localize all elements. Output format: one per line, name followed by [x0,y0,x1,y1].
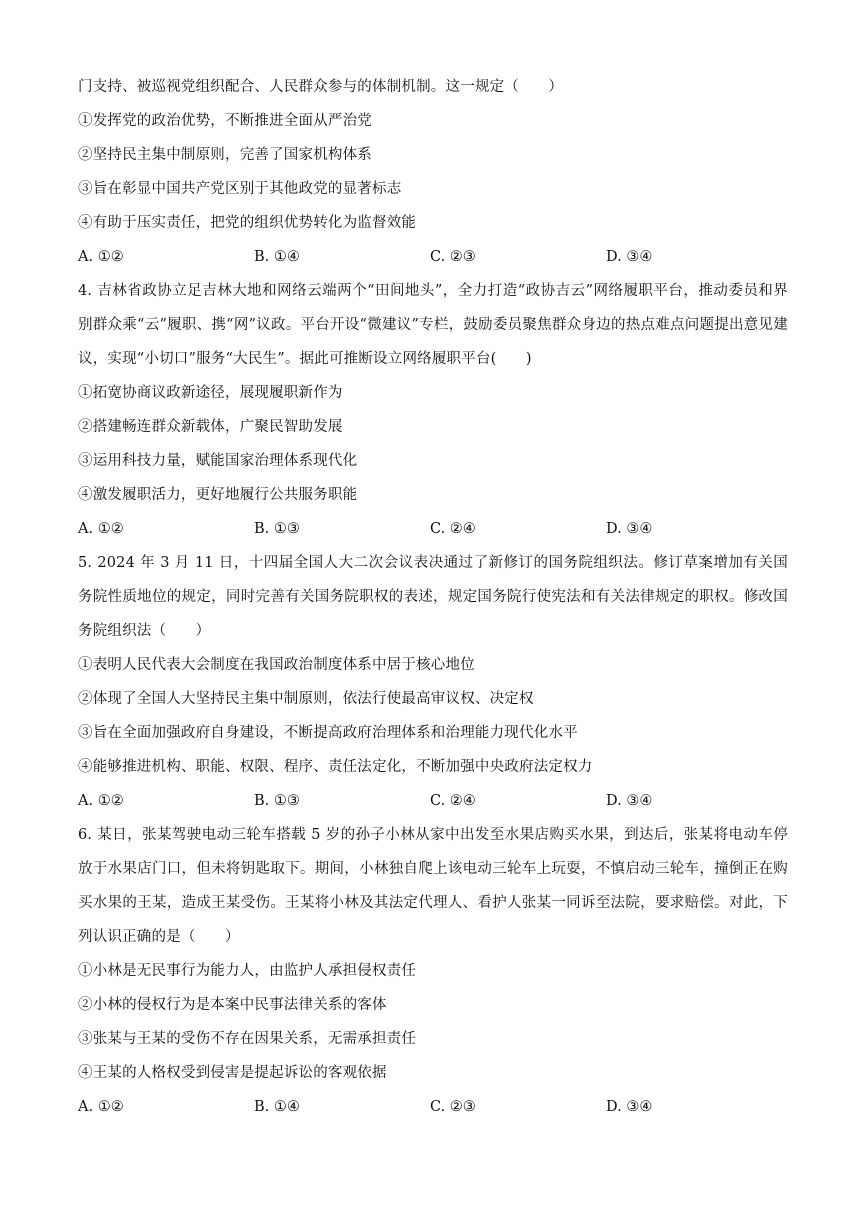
q3-option-4: ④有助于压实责任，把党的组织优势转化为监督效能 [78,215,417,231]
q5-choice-a: A. ①② [78,793,124,809]
q4-option-1: ①拓宽协商议政新途径，展现履职新作为 [78,385,343,401]
q5-option-1: ①表明人民代表大会制度在我国政治制度体系中居于核心地位 [78,657,475,673]
q6-choice-a: A. ①② [78,1099,124,1115]
q5-option-2: ②体现了全国人大坚持民主集中制原则，依法行使最高审议权、决定权 [78,691,534,707]
q5-option-4: ④能够推进机构、职能、权限、程序、责任法定化，不断加强中央政府法定权力 [78,759,593,775]
q4-choice-d: D. ③④ [606,521,653,537]
exam-page [78,70,788,1124]
q6-option-1: ①小林是无民事行为能力人，由监护人承担侵权责任 [78,963,417,979]
q6-option-3: ③张某与王某的受伤不存在因果关系，无需承担责任 [78,1031,417,1047]
q3-option-2: ②坚持民主集中制原则，完善了国家机构体系 [78,147,372,163]
q4-choice-c: C. ②④ [430,521,476,537]
q6-option-2: ②小林的侵权行为是本案中民事法律关系的客体 [78,997,387,1013]
q4-option-3: ③运用科技力量，赋能国家治理体系现代化 [78,453,358,469]
q6-choice-c: C. ②③ [430,1099,476,1115]
q6-choice-b: B. ①④ [254,1099,300,1115]
q5-stem: 5. 2024 年 3 月 11 日，十四届全国人大二次会议表决通过了新修订的国务院组织法。修订草案增加有关国务院性质地位的规定，同时完善有关国务院职权的表述，规定国务院行使宪法和有关法律规定的职权。修改国务院组织法（ ） [78,555,788,639]
q6-option-4: ④王某的人格权受到侵害是提起诉讼的客观依据 [78,1065,387,1081]
q3-choice-a: A. ①② [78,249,124,265]
q3-option-3: ③旨在彰显中国共产党区别于其他政党的显著标志 [78,181,402,197]
q4-option-4: ④激发履职活力，更好地履行公共服务职能 [78,487,358,503]
q4-choice-b: B. ①③ [254,521,300,537]
q4-stem: 4. 吉林省政协立足吉林大地和网络云端两个“田间地头”，全力打造“政协吉云”网络履职平台，推动委员和界别群众乘“云”履职、携“网”议政。平台开设“微建议”专栏，鼓励委员聚焦群众身边的热点难点问题提出意见建议，实现“小切口”服务“大民生”。据此可推断设立网络履职平台( ) [78,283,788,367]
q6-stem: 6. 某日，张某驾驶电动三轮车搭载 5 岁的孙子小林从家中出发至水果店购买水果，到达后，张某将电动车停放于水果店门口，但未将钥匙取下。期间，小林独自爬上该电动三轮车上玩耍，不慎启动三轮车，撞倒正在购买水果的王某，造成王某受伤。王某将小林及其法定代理人、看护人张某一同诉至法院，要求赔偿。对此，下列认识正确的是（ ） [78,827,788,945]
q5-choice-c: C. ②④ [430,793,476,809]
q3-choice-b: B. ①④ [254,249,300,265]
q6-choice-d: D. ③④ [606,1099,653,1115]
q5-choice-d: D. ③④ [606,793,653,809]
q3-option-1: ①发挥党的政治优势，不断推进全面从严治党 [78,113,372,129]
q4-choice-a: A. ①② [78,521,124,537]
q5-choice-b: B. ①③ [254,793,300,809]
q5-choices [78,784,788,818]
q4-option-2: ②搭建畅连群众新载体，广聚民智助发展 [78,419,343,435]
q3-stem-tail: 门支持、被巡视党组织配合、人民群众参与的体制机制。这一规定（ ） [78,79,564,95]
q3-choice-d: D. ③④ [606,249,653,265]
q3-choice-c: C. ②③ [430,249,476,265]
q6-choices [78,1090,788,1124]
q4-choices [78,512,788,546]
q3-choices [78,240,788,274]
q5-option-3: ③旨在全面加强政府自身建设，不断提高政府治理体系和治理能力现代化水平 [78,725,578,741]
